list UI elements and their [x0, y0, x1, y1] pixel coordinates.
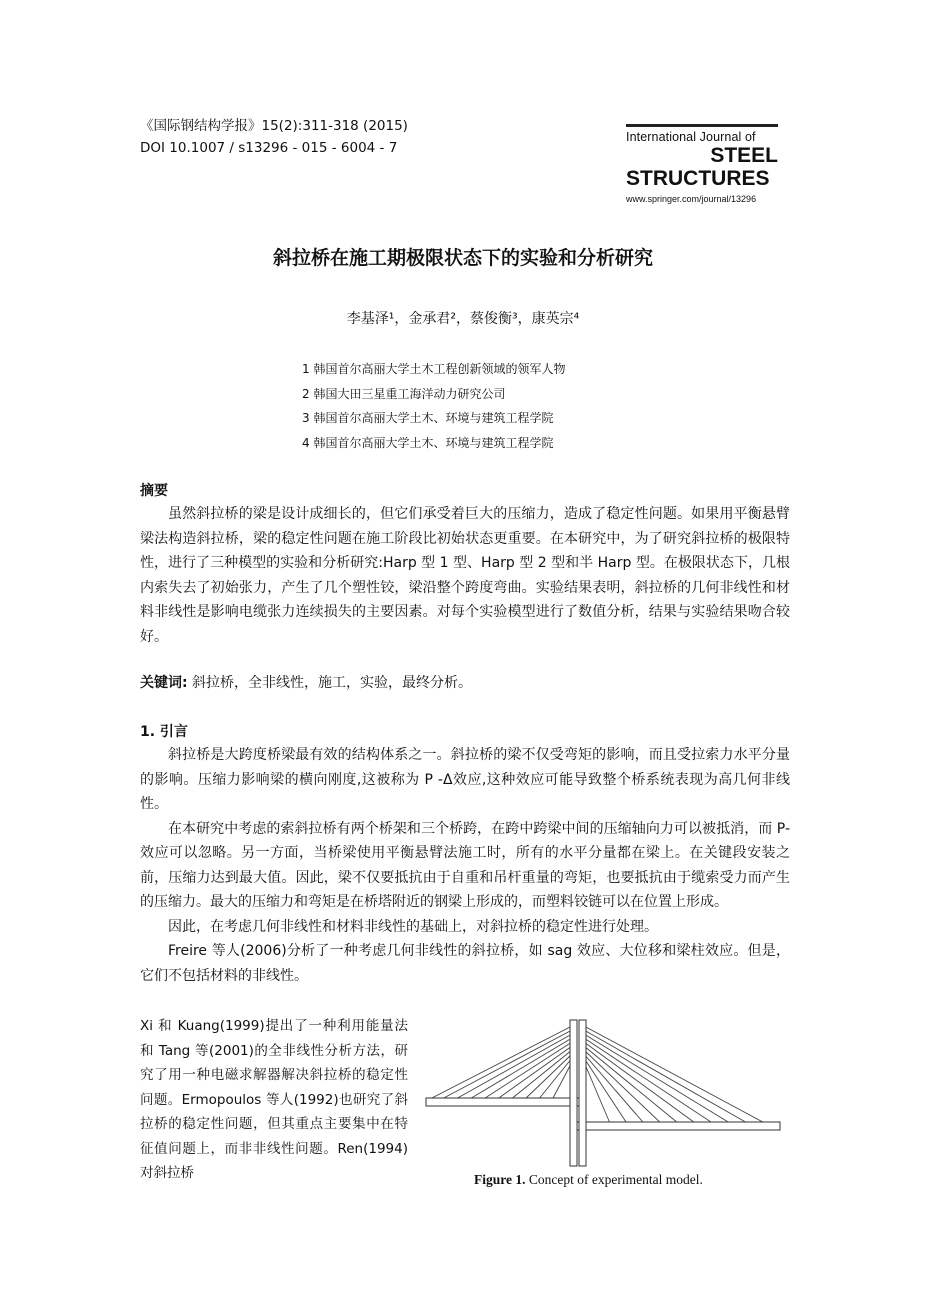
keywords-text: 斜拉桥，全非线性，施工，实验，最终分析。: [187, 675, 473, 691]
paper-title: 斜拉桥在施工期极限状态下的实验和分析研究: [272, 247, 653, 269]
cables: [428, 1026, 774, 1128]
affiliation-3: 3 韩国首尔高丽大学土木、环境与建筑工程学院: [302, 411, 554, 425]
cable: [584, 1050, 666, 1128]
intro-paragraph-3: 因此，在考虑几何非线性和材料非线性的基础上，对斜拉桥的稳定性进行处理。: [168, 918, 658, 935]
cable: [552, 1062, 572, 1100]
pylon-leg: [570, 1020, 577, 1166]
figure-caption: [474, 1172, 703, 1188]
left-deck: [426, 1098, 584, 1106]
affiliation-1: 1 韩国首尔高丽大学土木工程创新领域的领军人物: [302, 362, 566, 376]
intro-paragraph-2: 在本研究中考虑的索斜拉桥有两个桥架和三个桥跨，在跨中跨梁中间的压缩轴向力可以被抵消，而 P-效应可以忽略。另一方面，当桥梁使用平衡悬臂法施工时，所有的水平分量都在梁上。在关键段安装之前，压缩力达到最大值。因此，梁不仅要抵抗由于自重和吊杆重量的弯矩，也要抵抗由于缆索受力而产生的压缩力。最大的压缩力和弯矩是在桥塔附近的钢梁上形成的，而塑料铰链可以在位置上形成。: [140, 820, 790, 910]
pylon-leg: [579, 1020, 586, 1166]
affiliations: [302, 357, 565, 455]
logo-url: www.springer.com/journal/13296: [626, 194, 757, 204]
affiliation-4: 4 韩国首尔高丽大学土木、环境与建筑工程学院: [302, 435, 554, 450]
logo-line-3: STRUCTURES: [626, 167, 770, 190]
keywords-label: 关键词:: [140, 675, 188, 691]
cable: [524, 1054, 572, 1100]
affiliation-2: 2 韩国大田三星重工海洋动力研究公司: [302, 386, 506, 401]
cable: [496, 1046, 572, 1100]
logo-bar: [626, 124, 778, 127]
abstract-text: 虽然斜拉桥的梁是设计成细长的，但它们承受着巨大的压缩力，造成了稳定性问题。如果用平衡悬臂梁法构造斜拉桥，梁的稳定性问题在施工阶段比初始状态更重要。在本研究中，为了研究斜拉桥的极限特性，进行了三种模型的实验和分析研究:Harp 型 1 型、Harp 型 2 型和半 Harp 型。在极限状态下，几根内索失去了初始张力，产生了几个塑性铰，梁沿整个跨度弯曲。实验结果表明，斜拉桥的几何非线性和材料非线性是影响电缆张力连续损失的主要因素。对每个实验模型进行了数值分析，结果与实验结果吻合较好。: [140, 506, 790, 645]
cable: [584, 1058, 630, 1128]
intro-heading: 1. 引言: [140, 724, 188, 740]
figure-caption-text: Concept of experimental model.: [525, 1172, 703, 1187]
logo-line-2: STEEL: [710, 144, 778, 167]
journal-citation: 《国际钢结构学报》15(2):311-318 (2015): [140, 118, 408, 134]
cable: [454, 1034, 572, 1100]
cable: [440, 1030, 572, 1100]
authors: 李基泽¹，金承君²，蔡俊衡³，康英宗⁴: [346, 311, 580, 327]
intro-paragraph-4: Freire 等人(2006)分析了一种考虑几何非线性的斜拉桥，如 sag 效应、大位移和梁柱效应。但是，它们不包括材料的非线性。: [140, 943, 790, 984]
figure-label: Figure 1.: [474, 1172, 526, 1187]
keywords: [140, 672, 472, 692]
cable: [584, 1030, 756, 1128]
abstract-body: [140, 502, 790, 649]
logo-line-1: International Journal of: [626, 130, 756, 144]
pylon: [570, 1020, 586, 1166]
intro-body: [140, 743, 790, 988]
intro-side-text: Xi 和 Kuang(1999)提出了一种利用能量法和 Tang 等(2001)的全非线性分析方法，研究了用一种电磁求解器解决斜拉桥的稳定性问题。Ermopoulos 等人(1992)也研究了斜拉桥的稳定性问题，但其重点主要集中在特征值问题上，而非非线性问题。Ren(1994)对斜拉桥: [140, 1018, 408, 1181]
intro-paragraph-1: 斜拉桥是大跨度桥梁最有效的结构体系之一。斜拉桥的梁不仅受弯矩的影响，而且受拉索力水平分量的影响。压缩力影响梁的横向刚度,这被称为 P -Δ效应,这种效应可能导致整个桥系统表现为高几何非线性。: [140, 747, 790, 812]
citation-block: [140, 115, 408, 159]
bridge-figure: [424, 1018, 784, 1168]
abstract-heading: 摘要: [140, 483, 168, 499]
journal-logo: [626, 124, 786, 204]
right-deck: [574, 1122, 780, 1130]
doi: DOI 10.1007 / s13296 - 015 - 6004 - 7: [140, 140, 398, 156]
